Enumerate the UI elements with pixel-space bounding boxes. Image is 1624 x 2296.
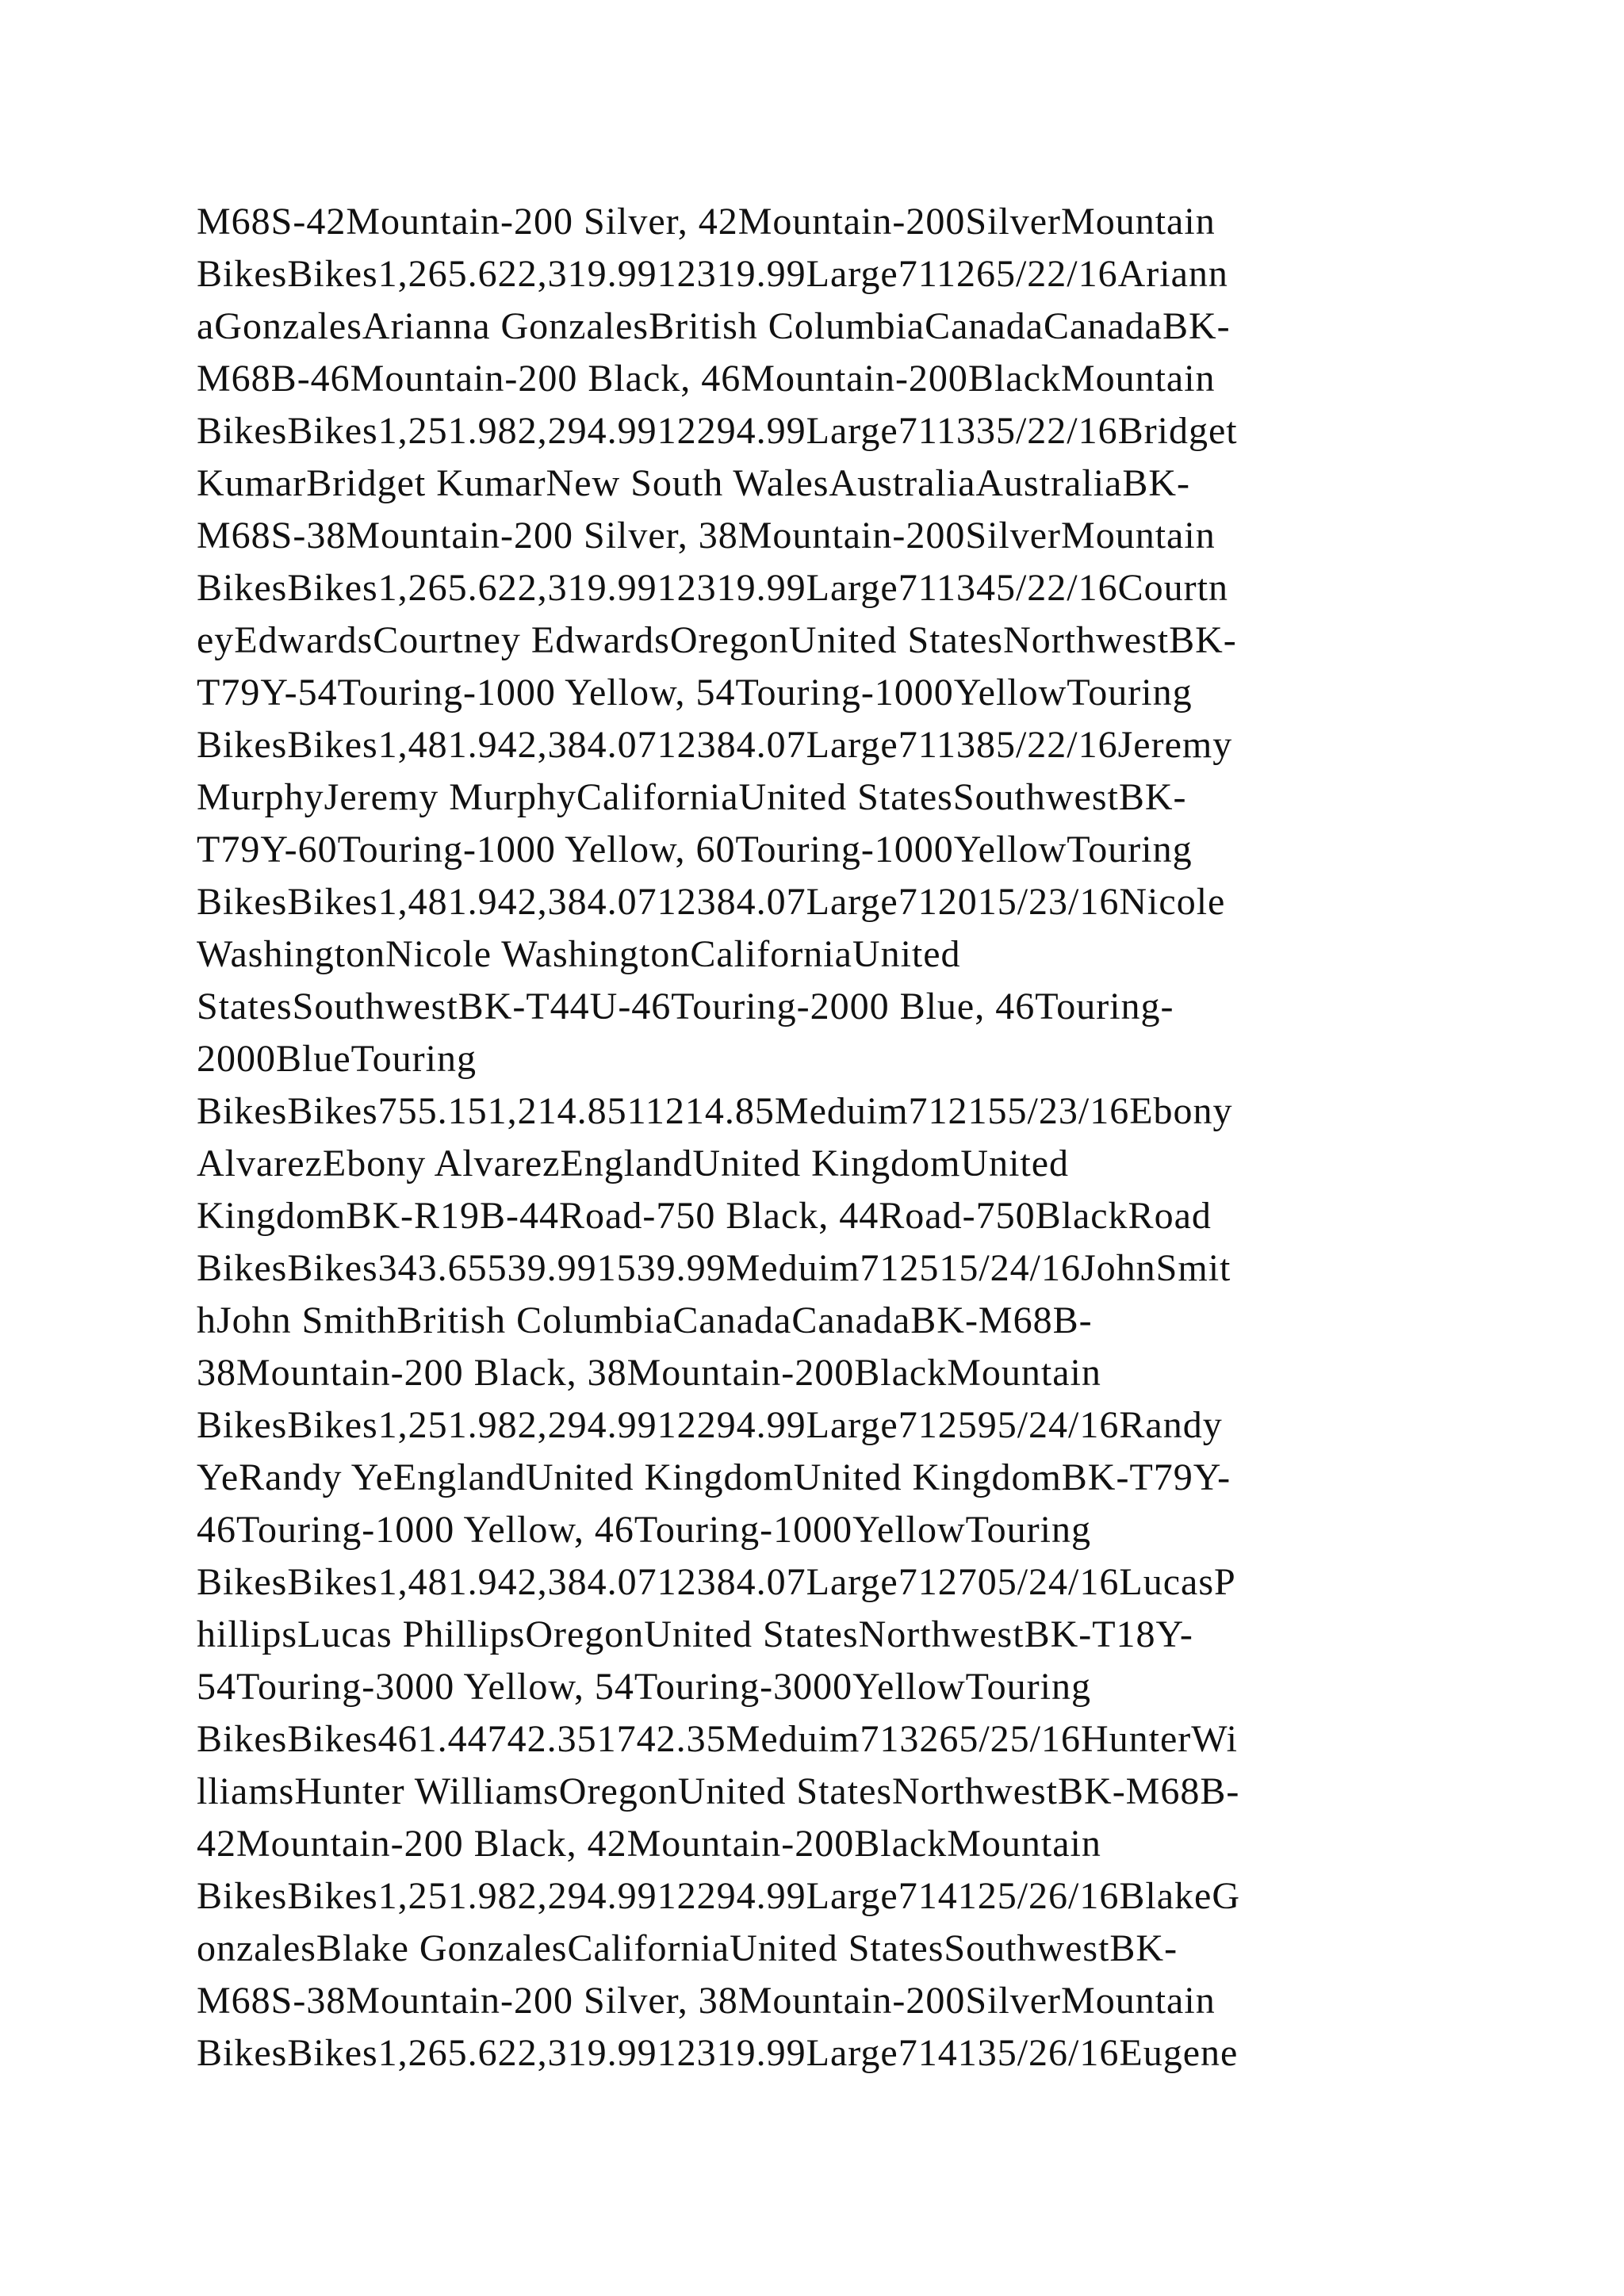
text-line: StatesSouthwestBK-T44U-46Touring-2000 Blue, 46Touring- xyxy=(197,985,1174,1027)
text-line: BikesBikes1,265.622,319.9912319.99Large714135/26/16Eugene xyxy=(197,2032,1239,2074)
text-line: 38Mountain-200 Black, 38Mountain-200BlackMountain xyxy=(197,1352,1101,1394)
text-line: M68S-38Mountain-200 Silver, 38Mountain-200SilverMountain xyxy=(197,515,1216,557)
text-line: BikesBikes1,251.982,294.9912294.99Large712595/24/16Randy xyxy=(197,1404,1223,1446)
text-line: BikesBikes461.44742.351742.35Meduim713265/25/16HunterWi xyxy=(197,1718,1239,1760)
text-line: eyEdwardsCourtney EdwardsOregonUnited StatesNorthwestBK- xyxy=(197,619,1237,661)
text-line: BikesBikes343.65539.991539.99Meduim712515/24/16JohnSmit xyxy=(197,1247,1231,1289)
text-line: KumarBridget KumarNew South WalesAustraliaAustraliaBK- xyxy=(197,462,1190,504)
text-line: BikesBikes755.151,214.8511214.85Meduim712155/23/16Ebony xyxy=(197,1090,1233,1132)
text-line: WashingtonNicole WashingtonCaliforniaUnited xyxy=(197,933,961,975)
text-line: 42Mountain-200 Black, 42Mountain-200BlackMountain xyxy=(197,1823,1101,1865)
text-line: BikesBikes1,265.622,319.9912319.99Large711345/22/16Courtn xyxy=(197,567,1228,609)
text-line: MurphyJeremy MurphyCaliforniaUnited StatesSouthwestBK- xyxy=(197,776,1187,818)
text-line: BikesBikes1,481.942,384.0712384.07Large712705/24/16LucasP xyxy=(197,1561,1236,1603)
text-line: aGonzalesArianna GonzalesBritish ColumbiaCanadaCanadaBK- xyxy=(197,305,1231,347)
text-line: 2000BlueTouring xyxy=(197,1038,477,1080)
text-line: hillipsLucas PhillipsOregonUnited StatesNorthwestBK-T18Y- xyxy=(197,1613,1193,1655)
text-line: KingdomBK-R19B-44Road-750 Black, 44Road-750BlackRoad xyxy=(197,1195,1212,1237)
text-line: M68B-46Mountain-200 Black, 46Mountain-200BlackMountain xyxy=(197,358,1216,400)
text-line: BikesBikes1,481.942,384.0712384.07Large712015/23/16Nicole xyxy=(197,881,1226,923)
text-line: 46Touring-1000 Yellow, 46Touring-1000YellowTouring xyxy=(197,1509,1091,1551)
text-line: 54Touring-3000 Yellow, 54Touring-3000YellowTouring xyxy=(197,1666,1091,1708)
text-line: lliamsHunter WilliamsOregonUnited StatesNorthwestBK-M68B- xyxy=(197,1770,1240,1812)
body-text xyxy=(197,196,1465,2080)
text-line: BikesBikes1,251.982,294.9912294.99Large714125/26/16BlakeG xyxy=(197,1875,1241,1917)
text-line: BikesBikes1,265.622,319.9912319.99Large711265/22/16Ariann xyxy=(197,253,1228,295)
text-line: hJohn SmithBritish ColumbiaCanadaCanadaBK-M68B- xyxy=(197,1299,1093,1341)
text-line: T79Y-60Touring-1000 Yellow, 60Touring-1000YellowTouring xyxy=(197,828,1193,871)
text-line: T79Y-54Touring-1000 Yellow, 54Touring-1000YellowTouring xyxy=(197,672,1193,714)
text-line: onzalesBlake GonzalesCaliforniaUnited StatesSouthwestBK- xyxy=(197,1927,1178,1969)
text-line: M68S-42Mountain-200 Silver, 42Mountain-200SilverMountain xyxy=(197,201,1216,243)
text-line: AlvarezEbony AlvarezEnglandUnited KingdomUnited xyxy=(197,1142,1070,1184)
text-line: M68S-38Mountain-200 Silver, 38Mountain-200SilverMountain xyxy=(197,1980,1216,2022)
text-line: YeRandy YeEnglandUnited KingdomUnited KingdomBK-T79Y- xyxy=(197,1456,1231,1498)
text-line: BikesBikes1,481.942,384.0712384.07Large711385/22/16Jeremy xyxy=(197,724,1233,766)
text-line: BikesBikes1,251.982,294.9912294.99Large711335/22/16Bridget xyxy=(197,410,1238,452)
